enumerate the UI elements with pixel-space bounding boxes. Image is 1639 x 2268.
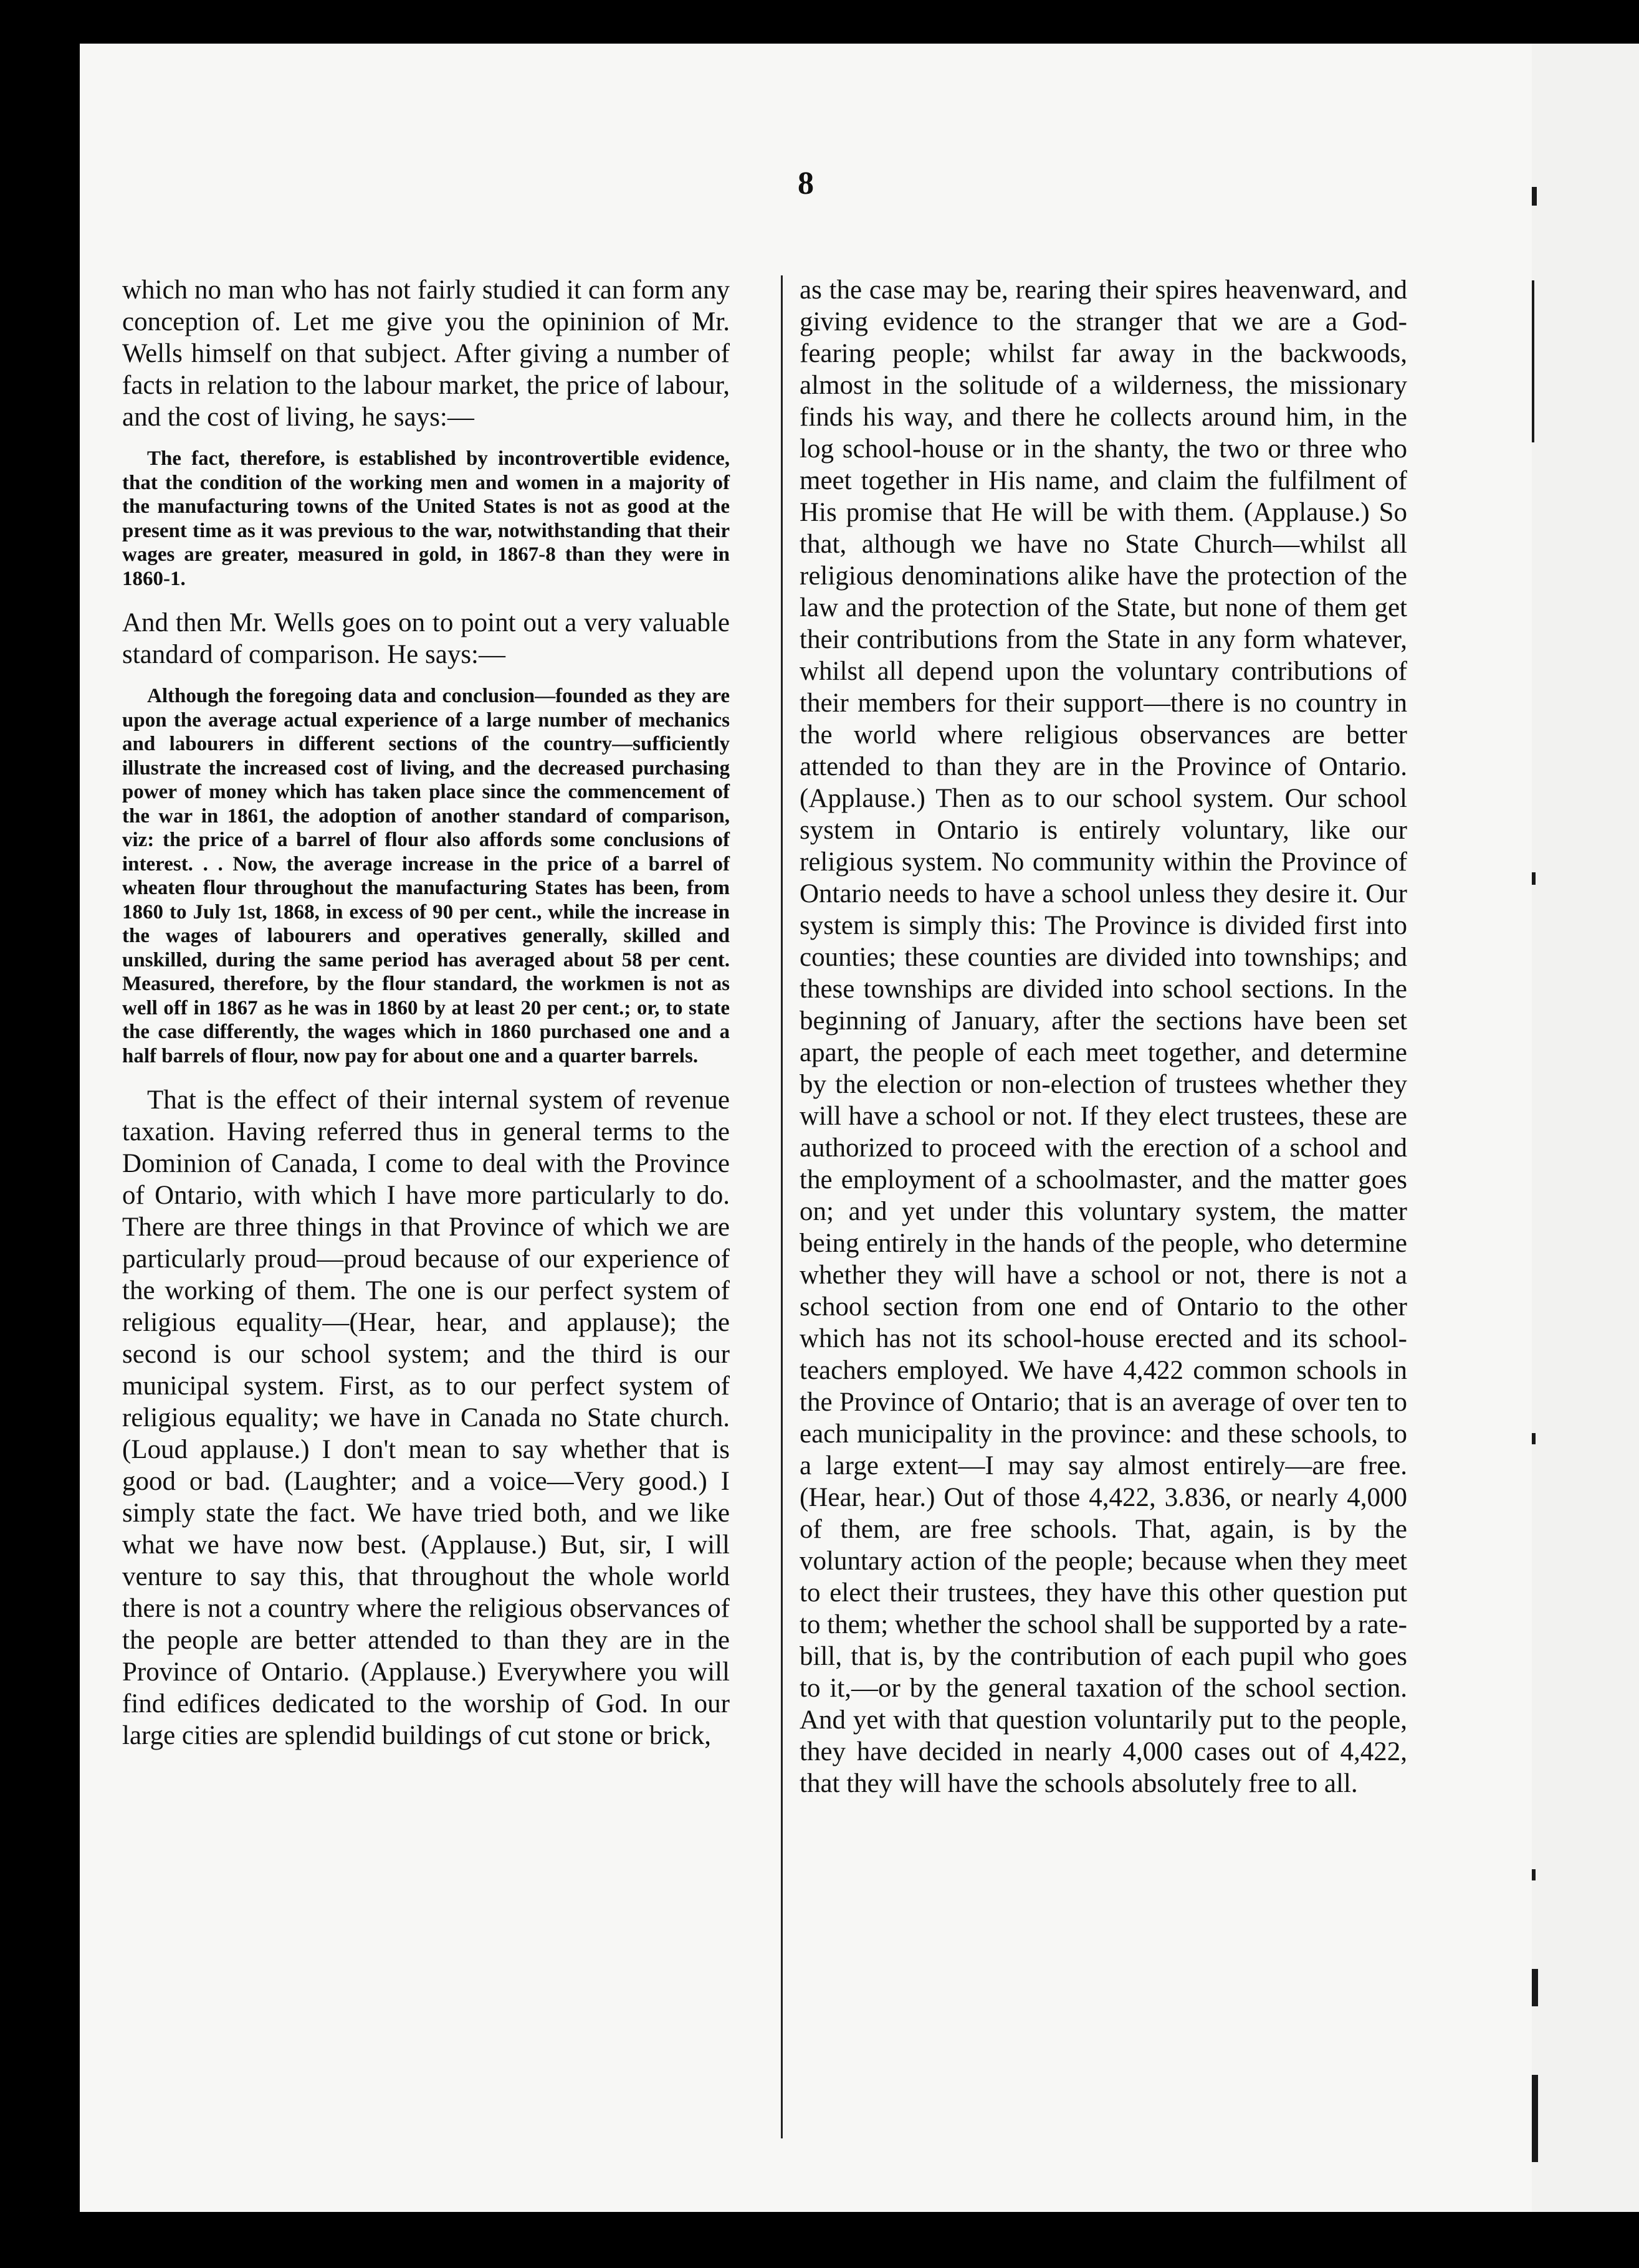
- paragraph: That is the effect of their internal system of revenue taxation. Having referred thus in general terms to the Dominion of Canada, I come to deal with the Province of Ontario, with which I have more particularly to do. There are three things in that Province of which we are particularly proud—proud because of our experience of the working of them. The one is our perfect system of religious equality—(Hear, hear, and applause); the second is our school system; and the third is our municipal system. First, as to our perfect system of religious equality; we have in Canada no State church. (Loud applause.) I don't mean to say whether that is good or bad. (Laughter; and a voice—Very good.) I simply state the fact. We have tried both, and we like what we have now best. (Applause.) But, sir, I will venture to say this, that throughout the whole world there is not a country where the religious observances of the people are better attended to than they are in the Province of Ontario. (Applause.) Everywhere you will find edifices dedicated to the worship of God. In our large cities are splendid buildings of cut stone or brick,: [122, 1085, 730, 1750]
- edge-mark: [1532, 280, 1534, 442]
- paragraph: And then Mr. Wells goes on to point out a very valuable standard of comparison. He says:—: [122, 608, 730, 669]
- edge-mark: [1532, 187, 1537, 206]
- edge-mark: [1532, 872, 1536, 885]
- edge-mark: [1532, 1869, 1536, 1880]
- left-column: [122, 274, 730, 1751]
- edge-mark: [1532, 1433, 1536, 1444]
- edge-mark: [1532, 2075, 1538, 2162]
- right-column: [800, 274, 1407, 1799]
- page-number: 8: [798, 166, 814, 201]
- paragraph: as the case may be, rearing their spires heavenward, and giving evidence to the stranger that we are a God-fearing people; whilst far away in the backwoods, almost in the solitude of a wilderness, the missionary finds his way, and there he collects around him, in the log school-house or in the shanty, the two or three who meet together in His name, and claim the fulfilment of His promise that He will be with them. (Applause.) So that, although we have no State Church—whilst all religious denominations alike have the protection of the law and the protection of the State, but none of them get their contributions from the State in any form whatever, whilst all depend upon the voluntary contributions of their members for their support—there is no country in the world where religious observances are better attended to than they are in the Province of Ontario. (Applause.) Then as to our school system. Our school system in Ontario is entirely voluntary, like our religious system. No community within the Province of Ontario needs to have a school unless they desire it. Our system is simply this: The Province is divided first into counties; these counties are divided into townships; and these townships are divided into school sections. In the beginning of January, after the sections have been set apart, the people of each meet together, and determine by the election or non-election of trustees whether they will have a school or not. If they elect trustees, these are authorized to proceed with the erection of a school and the employment of a schoolmaster, and the matter goes on; and yet under this voluntary system, the matter being entirely in the hands of the people, who determine whether they will have a school or not, there is not a school section from one end of Ontario to the other which has not its school-house erected and its school-teachers employed. We have 4,422 common schools in the Province of Ontario; that is an average of over ten to each municipality in the province: and these schools, to a large extent—I may say almost entirely—are free. (Hear, hear.) Out of those 4,422, 3.836, or nearly 4,000 of them, are free schools. That, again, is by the voluntary action of the people; because when they meet to elect their trustees, they have this other question put to them; whether the school shall be supported by a rate-bill, that is, by the contribution of each pupil who goes to it,—or by the general taxation of the school section. And yet with that question voluntarily put to the people, they have decided in nearly 4,000 cases out of 4,422, that they will have the schools absolutely free to all.: [800, 275, 1407, 1798]
- block-quote: Although the foregoing data and conclusion—founded as they are upon the average actual experience of a large number of mechanics and labourers in different sections of the country—sufficiently illustrate the increased cost of living, and the decreased purchasing power of money which has taken place since the commencement of the war in 1861, the adoption of another standard of comparison, viz: the price of a barrel of flour also affords some conclusions of interest. . . Now, the average increase in the price of a barrel of wheaten flour throughout the manufacturing States has been, from 1860 to July 1st, 1868, in excess of 90 per cent., while the increase in the wages of labourers and operatives generally, skilled and unskilled, during the same period has averaged about 58 per cent. Measured, therefore, by the flour standard, the workmen is not as well off in 1867 as he was in 1860 by at least 20 per cent.; or, to state the case differently, the wages which in 1860 purchased one and a half barrels of flour, now pay for about one and a quarter barrels.: [122, 685, 730, 1067]
- edge-mark: [1532, 1969, 1538, 2006]
- document-page: [80, 44, 1532, 2212]
- paragraph: which no man who has not fairly studied it can form any conception of. Let me give you the opininion of Mr. Wells himself on that subject. After giving a number of facts in relation to the labour market, the price of labour, and the cost of living, he says:—: [122, 275, 730, 432]
- column-divider: [781, 275, 783, 2138]
- facing-page-edge: [1532, 44, 1639, 2212]
- block-quote: The fact, therefore, is established by incontrovertible evidence, that the condition of the working men and women in a majority of the manufacturing towns of the United States is not as good at the present time as it was previous to the war, notwithstanding that their wages are greater, measured in gold, in 1867-8 than they were in 1860-1.: [122, 447, 730, 590]
